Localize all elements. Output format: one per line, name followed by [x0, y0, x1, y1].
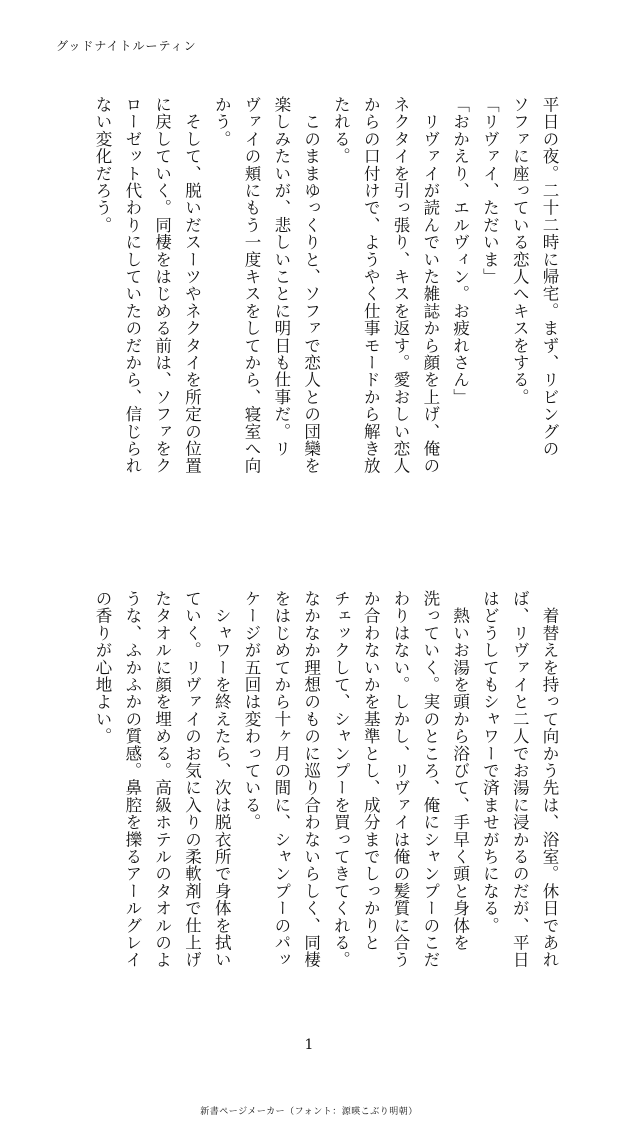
text-column: 平日の夜。二十二時に帰宅。まず、リビングの	[540, 96, 559, 458]
text-column: わりはない。しかし、リヴァイは俺の髪質に合う	[391, 590, 411, 969]
text-column: ローゼット代わりにしていたのだから、信じられ	[122, 96, 142, 475]
text-column: か合わないかを基準とし、成分までしっかりと	[361, 590, 381, 952]
text-column: の香りが心地よい。	[93, 590, 113, 745]
text-column: リヴァイが読んでいた雑誌から顔を上げ、俺の	[420, 96, 440, 475]
footer-credit: 新書ページメーカー（フォント：源暎こぶり明朝）	[200, 1107, 418, 1117]
text-column: そして、脱いだスーツやネクタイを所定の位置	[182, 96, 202, 475]
text-column: 「おかえり、エルヴィン。お疲れさん」	[450, 96, 470, 406]
text-column: 「リヴァイ、ただいま」	[480, 96, 500, 286]
text-column: ケージが五回は変わっている。	[242, 590, 262, 831]
text-column: 楽しみたいが、悲しいことに明日も仕事だ。リ	[271, 96, 291, 458]
text-column: たタオルに顔を埋める。高級ホテルのタオルのよ	[152, 590, 172, 969]
text-column: ば、リヴァイと二人でお湯に浸かるのだが、平日	[510, 590, 530, 969]
text-column: うな、ふかふかの質感。鼻腔を擽るアールグレイ	[122, 590, 142, 969]
text-column: はどうしてもシャワーで済ませがちになる。	[480, 590, 500, 934]
document-title: グッドナイトルーティン	[56, 39, 197, 53]
text-column: チェックして、シャンプーを買ってきてくれる。	[331, 590, 351, 969]
text-column: なかなか理想のものに巡り合わないらしく、同棲	[301, 590, 321, 969]
text-column: からの口付けで、ようやく仕事モードから解き放	[361, 96, 381, 475]
text-column: このままゆっくりと、ソファで恋人との団欒を	[301, 96, 321, 475]
text-column: ない変化だろう。	[93, 96, 113, 234]
text-column: 着替えを持って向かう先は、浴室。休日であれ	[540, 590, 559, 969]
text-column: ソファに座っている恋人へキスをする。	[510, 96, 530, 406]
text-column: 洗っていく。実のところ、俺にシャンプーのこだ	[420, 590, 440, 969]
text-column: をはじめてから十ヶ月の間に、シャンプーのパッ	[271, 590, 291, 969]
text-column: たれる。	[331, 96, 351, 165]
text-column: に戻していく。同棲をはじめる前は、ソファをク	[152, 96, 172, 475]
page-number: 1	[304, 1037, 314, 1053]
text-column: ネクタイを引っ張り、キスを返す。愛おしい恋人	[391, 96, 411, 475]
text-block-bottom	[54, 590, 564, 1020]
text-column: ヴァイの頬にもう一度キスをしてから、寝室へ向	[242, 96, 262, 475]
text-block-top	[54, 96, 564, 526]
text-column: 熱いお湯を頭から浴びて、手早く頭と身体を	[450, 590, 470, 952]
text-column: ていく。リヴァイのお気に入りの柔軟剤で仕上げ	[182, 590, 202, 969]
text-column: シャワーを終えたら、次は脱衣所で身体を拭い	[212, 590, 232, 969]
text-column: かう。	[212, 96, 232, 148]
